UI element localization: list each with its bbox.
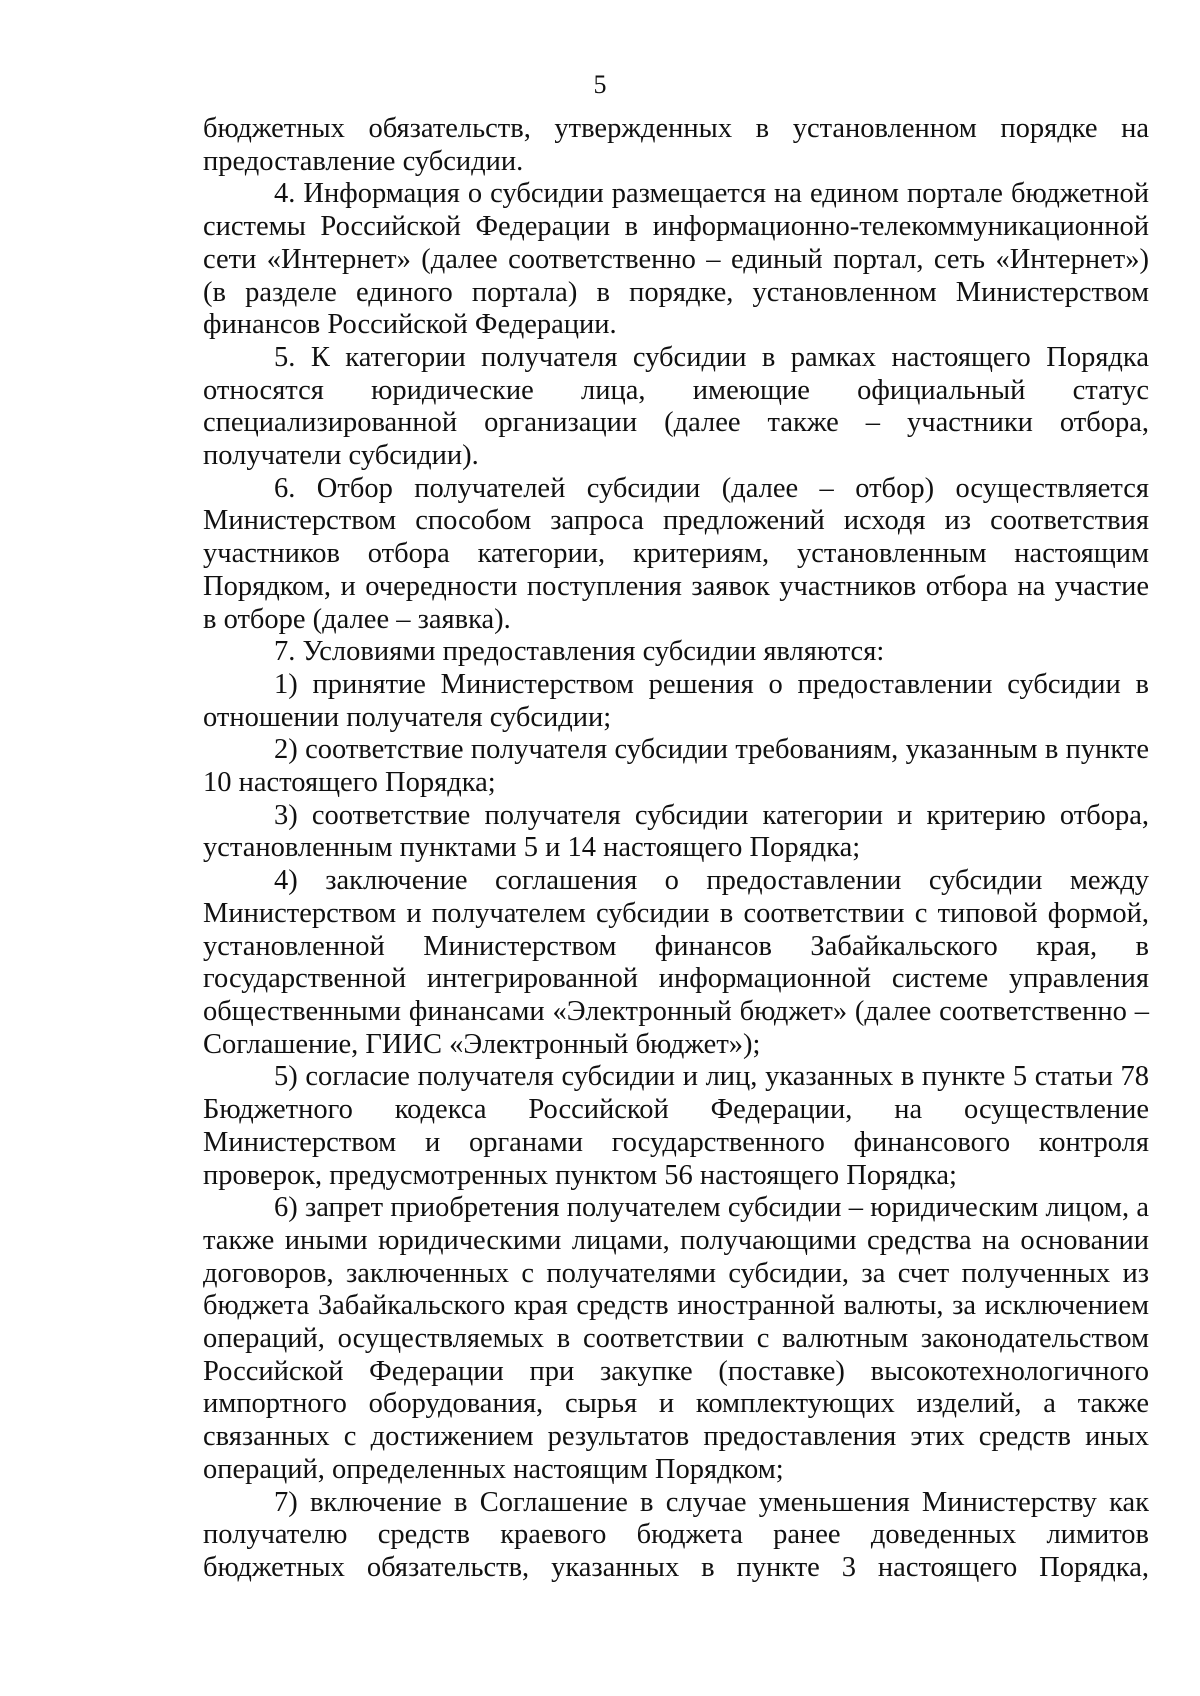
subitem-3: 3) соответствие получателя субсидии категории и критерию отбора, установленным пунктами 5 и 14 настоящего Порядка;	[203, 799, 1149, 864]
document-body	[203, 113, 1149, 1585]
paragraph-item-4: 4. Информация о субсидии размещается на едином портале бюджетной системы Российской Федерации в информационно-телекоммуникационной сети «Интернет» (далее соответственно – единый портал, сеть «Интернет») (в разделе единого портала) в порядке, установленном Министерством финансов Российской Федерации.	[203, 178, 1149, 341]
subitem-2: 2) соответствие получателя субсидии требованиям, указанным в пункте 10 настоящего Порядка;	[203, 734, 1149, 799]
paragraph-item-7: 7. Условиями предоставления субсидии являются:	[274, 636, 885, 668]
subitem-1: 1) принятие Министерством решения о предоставлении субсидии в отношении получателя субсидии;	[203, 668, 1149, 733]
paragraph-item-6: 6. Отбор получателей субсидии (далее – отбор) осуществляется Министерством способом запроса предложений исходя из соответствия участников отбора категории, критериям, установленным настоящим Порядком, и очередности поступления заявок участников отбора на участие в отборе (далее – заявка).	[203, 472, 1149, 635]
paragraph-continuation: бюджетных обязательств, утвержденных в установленном порядке на предоставление субсидии.	[203, 113, 1149, 177]
subitem-5: 5) согласие получателя субсидии и лиц, указанных в пункте 5 статьи 78 Бюджетного кодекса Российской Федерации, на осуществление Министерством и органами государственного финансового контроля проверок, предусмотренных пунктом 56 настоящего Порядка;	[203, 1061, 1149, 1191]
subitem-6: 6) запрет приобретения получателем субсидии – юридическим лицом, а также иными юридическими лицами, получающими средства на основании договоров, заключенных с получателями субсидии, за счет полученных из бюджета Забайкальского края средств иностранной валюты, за исключением операций, осуществляемых в соответствии с валютным законодательством Российской Федерации при закупке (поставке) высокотехнологичного импортного оборудования, сырья и комплектующих изделий, а также связанных с достижением результатов предоставления этих средств иных операций, определенных настоящим Порядком;	[203, 1192, 1149, 1485]
page-number: 5	[593, 70, 607, 99]
subitem-4: 4) заключение соглашения о предоставлении субсидии между Министерством и получателем субсидии в соответствии с типовой формой, установленной Министерством финансов Забайкальского края, в государственной интегрированной информационной системе управления общественными финансами «Электронный бюджет» (далее соответственно – Соглашение, ГИИС «Электронный бюджет»);	[203, 865, 1149, 1060]
subitem-7: 7) включение в Соглашение в случае уменьшения Министерству как получателю средств краевого бюджета ранее доведенных лимитов бюджетных обязательств, указанных в пункте 3 настоящего Порядка,	[203, 1486, 1149, 1583]
paragraph-item-5: 5. К категории получателя субсидии в рамках настоящего Порядка относятся юридические лица, имеющие официальный статус специализированной организации (далее также – участники отбора, получатели субсидии).	[203, 341, 1149, 472]
